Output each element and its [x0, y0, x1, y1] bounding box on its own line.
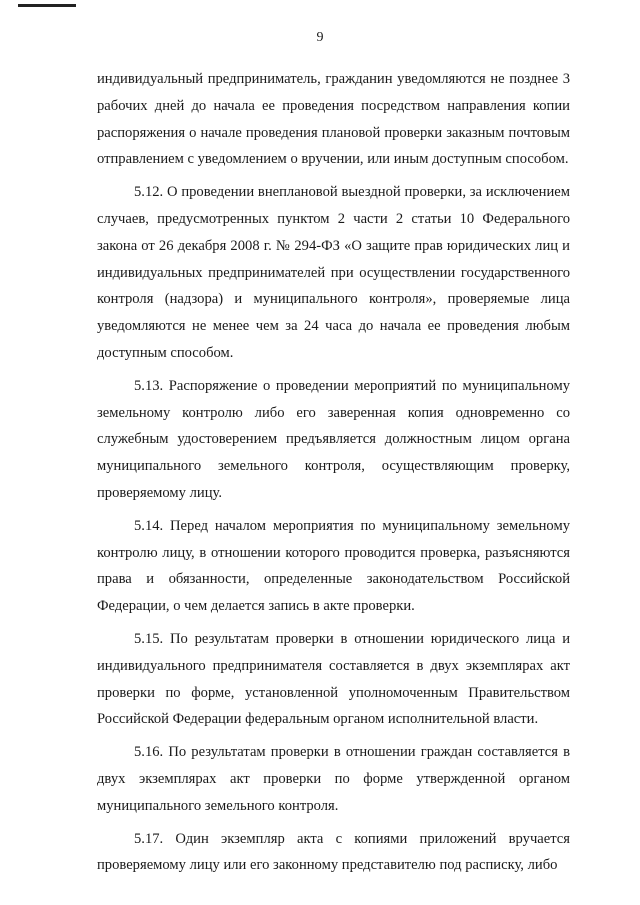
document-body [97, 66, 570, 879]
paragraph-5-17: 5.17. Один экземпляр акта с копиями приложений вручается проверяемому лицу или его законному представителю под расписку, либо [97, 830, 570, 874]
paragraph-5-12: 5.12. О проведении внеплановой выездной проверки, за исключением случаев, предусмотренных пунктом 2 части 2 статьи 10 Федерального закона от 26 декабря 2008 г. № 294-ФЗ «О защите прав юридических лиц и индивидуальных предпринимателей при осуществлении государственного контроля (надзора) и муниципального контроля», проверяемые лица уведомляются не менее чем за 24 часа до начала ее проведения любым доступным способом. [97, 184, 570, 361]
paragraph-5-15: 5.15. По результатам проверки в отношении юридического лица и индивидуального предпринимателя составляется в двух экземплярах акт проверки по форме, установленной уполномоченным Правительством Российской Федерации федеральным органом исполнительной власти. [97, 630, 570, 728]
page-number: 9 [316, 30, 324, 45]
paragraph-continuation: индивидуальный предприниматель, гражданин уведомляются не позднее 3 рабочих дней до начала ее проведения посредством направления копии распоряжения о начале проведения плановой проверки заказным почтовым отправлением с уведомлением о вручении, или иным доступным способом. [97, 71, 570, 168]
paragraph-5-13: 5.13. Распоряжение о проведении мероприятий по муниципальному земельному контролю либо его заверенная копия одновременно со служебным удостоверением предъявляется должностным лицом органа муниципального земельного контроля, осуществляющим проверку, проверяемому лицу. [97, 377, 570, 501]
top-margin-rule [18, 4, 76, 7]
paragraph-5-16: 5.16. По результатам проверки в отношении граждан составляется в двух экземплярах акт проверки по форме утвержденной органом муниципального земельного контроля. [97, 744, 570, 814]
paragraph-5-14: 5.14. Перед началом мероприятия по муниципальному земельному контролю лицу, в отношении которого проводится проверка, разъясняются права и обязанности, определенные законодательством Российской Федерации, о чем делается запись в акте проверки. [97, 517, 570, 615]
